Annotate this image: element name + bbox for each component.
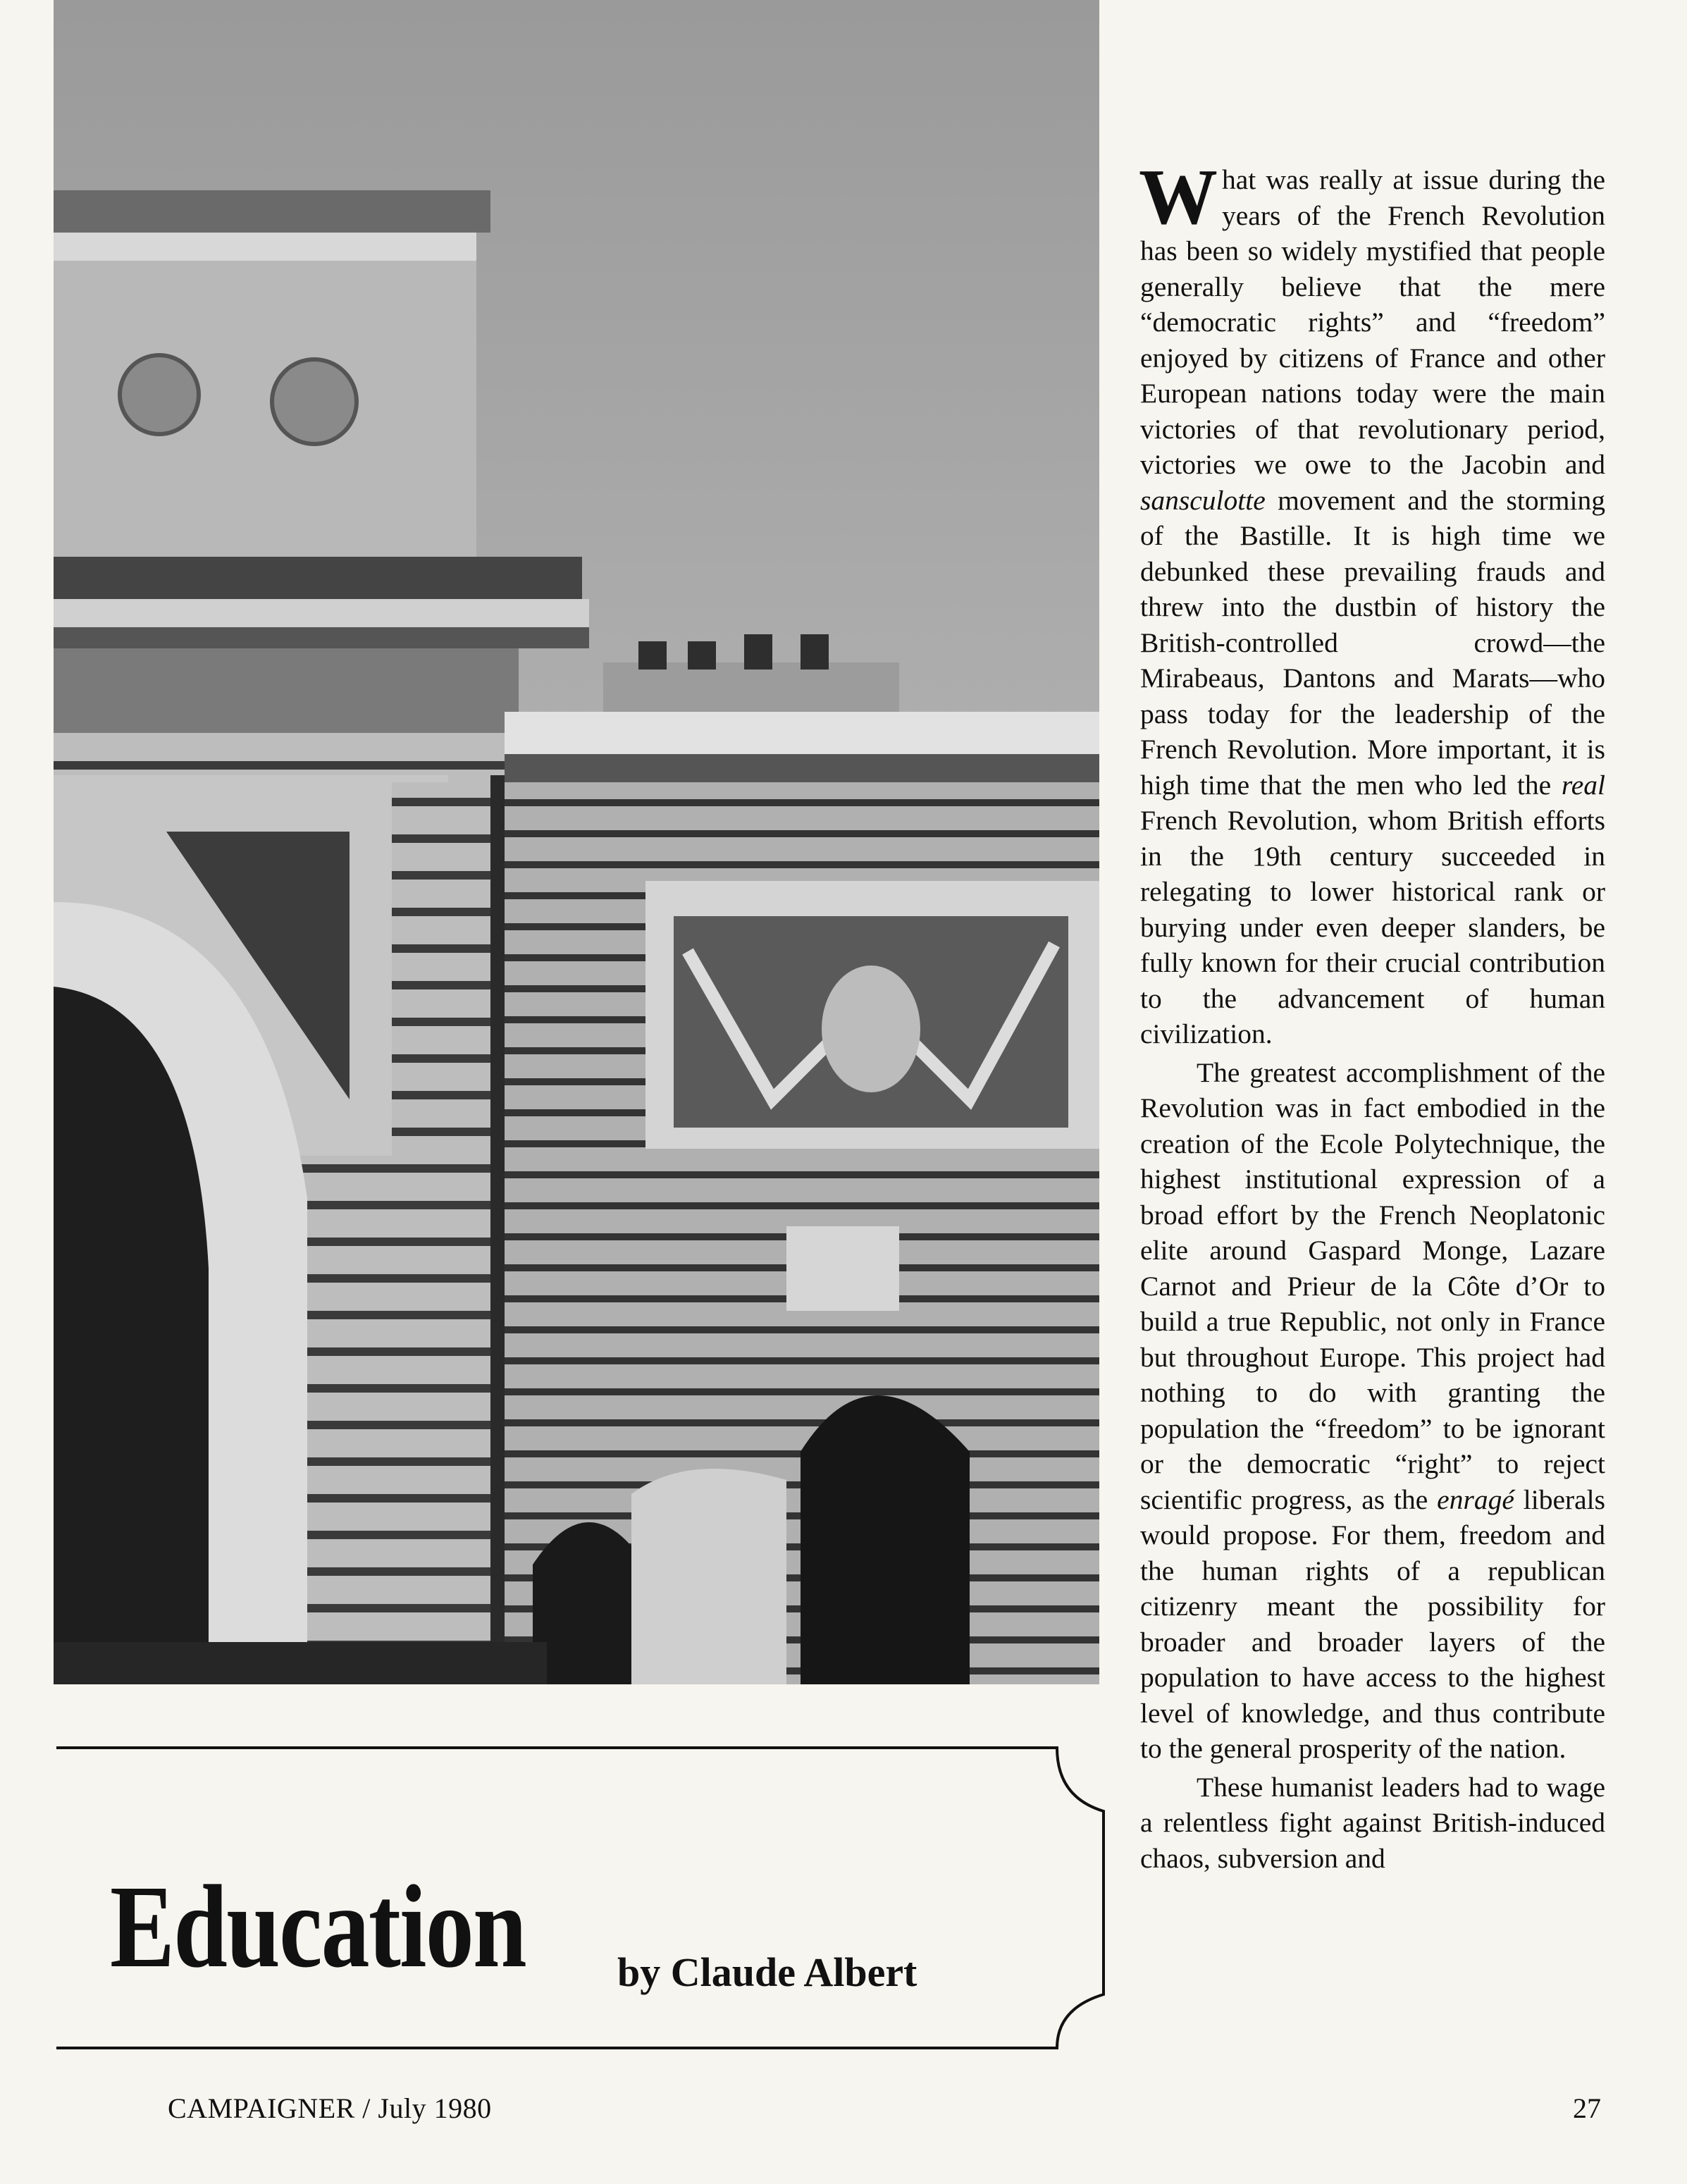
page-number: 27: [1573, 2092, 1601, 2124]
building-photo: [54, 0, 1099, 1684]
article-paragraph: [1139, 154, 1605, 1052]
article-byline: by Claude Albert: [617, 1949, 917, 1995]
paragraph-text: The greatest accomplishment of the Revolution was in fact embodied in the creation of the Ecole Polytechnique, the highest institutional expression of a broad effort by the French Neoplatonic elite around Gaspard Monge, Lazare Carnot and Prieur de la Côte d’Or to build a true Republic, not only in France but throughout Europe. This project had nothing to do with granting the population the “freedom” to be ignorant or the democratic “right” to reject scientific progress, as the: [1140, 1056, 1605, 1515]
building-facade-photo-icon: [54, 0, 1099, 1684]
paragraph-text: movement and the storming of the Bastille. It is high time we debunked these prevailing frauds and threw into the dustbin of history the British-controlled crowd—the Mirabeaus, Dantons and Marats—who pass today for the leadership of the French Revolution. More important, it is high time that the men who led the: [1140, 484, 1605, 801]
italic-term: sansculotte: [1140, 484, 1266, 516]
article-paragraph: [1140, 1055, 1605, 1767]
paragraph-text: French Revolution, whom British efforts in the 19th century succeeded in relegating to lower historical rank or burying under even deeper slanders, be fully known for their crucial contribution to the advancement of human civilization.: [1140, 805, 1605, 1049]
paragraph-text: hat was really at issue during the years of the French Revolution has been so widely mystified that people generally believe that the mere “democratic rights” and “freedom” enjoyed by citizens of France and other European nations today were the main victories of that revolutionary period, victories we owe to the Jacobin and: [1140, 164, 1605, 480]
publication-footer: CAMPAIGNER / July 1980: [168, 2092, 492, 2124]
italic-term: real: [1561, 769, 1605, 801]
italic-term: enragé: [1437, 1483, 1514, 1515]
drop-cap: W: [1139, 154, 1218, 241]
title-box: [54, 1741, 1111, 2051]
paragraph-text: These humanist leaders had to wage a relentless fight against British-induced chaos, subversion and: [1140, 1771, 1605, 1874]
article-paragraph: [1140, 1770, 1605, 1877]
article-body: [1139, 154, 1606, 1876]
paragraph-text: liberals would propose. For them, freedom and the human rights of a republican citizenry meant the possibility for broader and broader layers of the population to have access to the highest level of knowledge, and thus contribute to the general prosperity of the nation.: [1140, 1483, 1606, 1764]
article-title: Education: [110, 1861, 526, 1992]
